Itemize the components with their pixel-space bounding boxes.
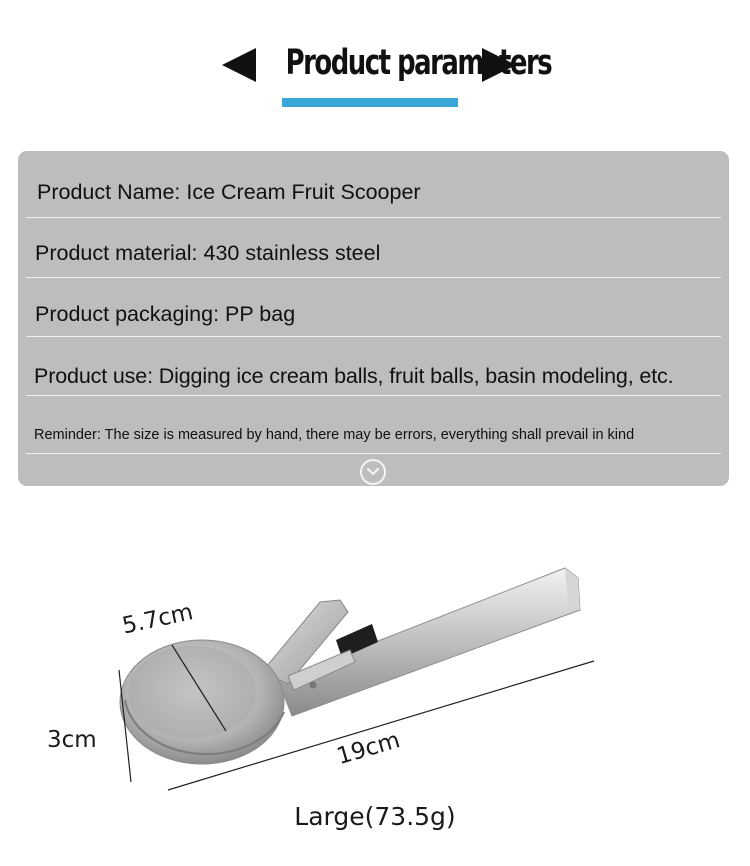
chevron-down-circle-icon[interactable] [360,459,386,485]
dimension-diameter-label: 5.7cm [120,599,196,640]
row-divider [26,217,721,218]
param-product-name: Product Name: Ice Cream Fruit Scooper [37,180,421,204]
title-underline [282,98,458,107]
left-triangle-icon [222,48,256,82]
row-divider [26,453,721,454]
param-product-material: Product material: 430 stainless steel [35,241,381,265]
section-title: Product parameters [285,43,552,83]
product-size-caption: Large(73.5g) [294,802,456,831]
parameters-panel [18,151,729,486]
param-product-packaging: Product packaging: PP bag [35,302,296,326]
section-header [0,38,750,88]
reminder-note: Reminder: The size is measured by hand, there may be errors, everything shall prevail in kind [34,427,635,443]
dimension-length-label: 19cm [334,727,404,770]
dimension-height-label: 3cm [47,727,97,753]
row-divider [26,277,721,278]
right-triangle-icon [482,48,516,82]
row-divider [26,395,721,396]
param-product-use: Product use: Digging ice cream balls, fruit balls, basin modeling, etc. [34,364,674,388]
row-divider [26,336,721,337]
